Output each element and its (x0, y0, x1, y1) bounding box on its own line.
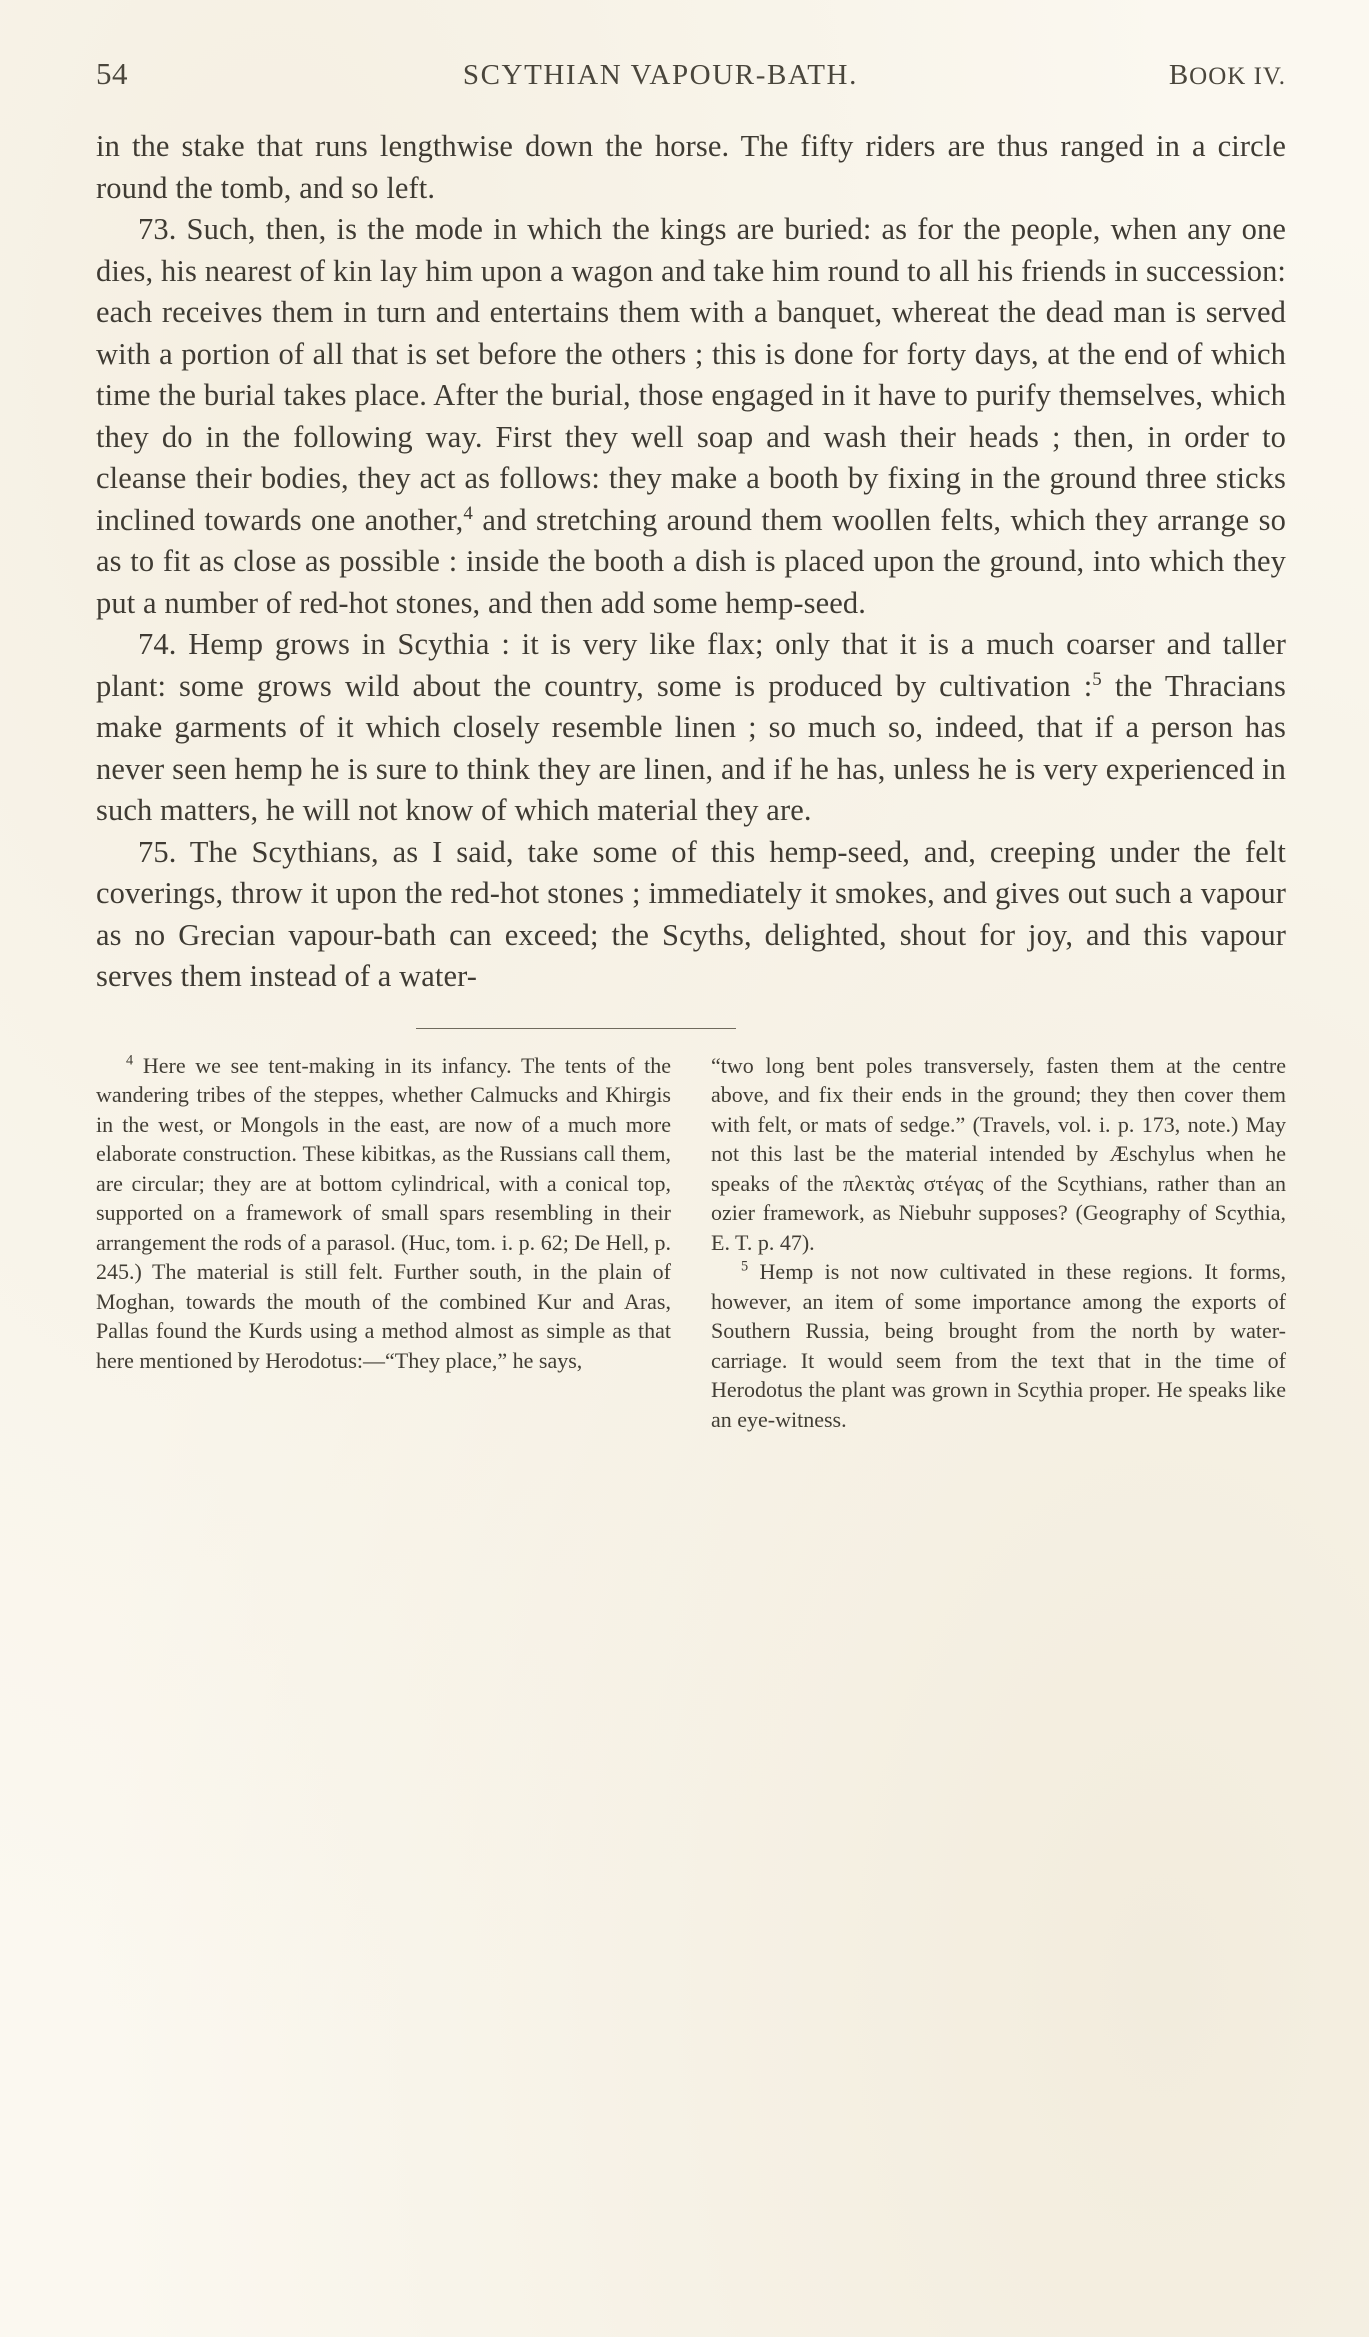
paragraph-73 (96, 209, 1286, 624)
book-label-cap: B (1168, 59, 1190, 91)
paragraph-73-text-end: and stretching around them woollen felts, which they arrange so as to fit as close as possible : inside the booth a dish is placed upon the ground, into which they put a number of red-hot stones, and then add some hemp-seed. (96, 502, 1286, 620)
body-text (96, 126, 1286, 998)
book-label-rest: OOK IV. (1189, 63, 1286, 90)
page-content (96, 56, 1286, 1434)
paragraph-73-text: 73. Such, then, is the mode in which the kings are buried: as for the people, when any one dies, his nearest of kin lay him upon a wagon and take him round to all his friends in succession: each receives them in turn and entertains them with a banquet, whereat the dead man is served with a portion of all that is set before the others ; this is done for forty days, at the end of which time the burial takes place. After the burial, those engaged in it have to purify themselves, which they do in the following way. First they well soap and wash their heads ; then, in order to cleanse their bodies, they act as follows: they make a booth by fixing in the ground three sticks inclined towards one another, (96, 212, 1286, 537)
page-number: 54 (96, 56, 128, 91)
footnote-4-text: Here we see tent-making in its infancy. The tents of the wandering tribes of the steppes, whether Calmucks and Khirgis in the west, or Mongols in the east, are now of a much more elaborate construction. These kibitkas, as the Russians call them, are circular; they are at bottom cylindrical, with a conical top, supported on a framework of small spars resembling in their arrangement the rods of a parasol. (Huc, tom. i. p. 62; De Hell, p. 245.) The material is still felt. Further south, in the plain of Moghan, towards the mouth of the combined Kur and Aras, Pallas found the Kurds using a method almost as simple as that here mentioned by Herodotus:—“They place,” he says, (96, 1052, 671, 1373)
paragraph-75: 75. The Scythians, as I said, take some of this hemp-seed, and, creeping under the felt coverings, throw it upon the red-hot stones ; immediately it smokes, and gives out such a vapour as no Grecian vapour-bath can exceed; the Scyths, delighted, shout for joy, and this vapour serves them instead of a water- (96, 834, 1286, 993)
book-label (1169, 59, 1286, 92)
paragraph-74-text-end: the Thracians make garments of it which closely resemble linen ; so much so, indeed, that if a person has never seen hemp he is sure to think they are linen, and if he has, unless he is very experienced in such matters, he will not know of which material they are. (96, 668, 1286, 827)
footnote-ref-4: 4 (463, 502, 473, 524)
footnote-4 (96, 1051, 671, 1376)
running-title: SCYTHIAN VAPOUR-BATH. (462, 59, 858, 91)
footnotes-area (96, 1051, 1286, 1435)
footnote-column-right (711, 1051, 1286, 1435)
footnote-5-text: Hemp is not now cultivated in these regions. It forms, however, an item of some importance among the exports of Southern Russia, being brought from the north by water-carriage. It would seem from the text that in the time of Herodotus the plant was grown in Scythia proper. He speaks like an eye-witness. (711, 1259, 1286, 1432)
footnote-5-marker: 5 (741, 1258, 749, 1275)
paragraph-74 (96, 624, 1286, 832)
footnote-5 (711, 1257, 1286, 1434)
footnote-4-marker: 4 (126, 1052, 134, 1069)
footnote-ref-5: 5 (1092, 668, 1102, 690)
paragraph-74-text: 74. Hemp grows in Scythia : it is very like flax; only that it is a much coarser and taller plant: some grows wild about the country, some is produced by cultivation : (96, 627, 1286, 703)
footnote-4-continuation: “two long bent poles transversely, fasten them at the centre above, and fix their ends in the ground; they then cover them with felt, or mats of sedge.” (Travels, vol. i. p. 173, note.) May not this last be the material intended by Æschylus when he speaks of the πλεκτὰς στέγας of the Scythians, rather than an ozier framework, as Niebuhr supposes? (Geography of Scythia, E. T. p. 47). (711, 1052, 1286, 1255)
running-head (96, 56, 1286, 92)
paragraph-continuation: in the stake that runs lengthwise down the horse. The fifty riders are thus ranged in a circle round the tomb, and so left. (96, 129, 1286, 205)
footnote-column-left (96, 1051, 671, 1435)
footnote-divider (416, 1028, 736, 1029)
